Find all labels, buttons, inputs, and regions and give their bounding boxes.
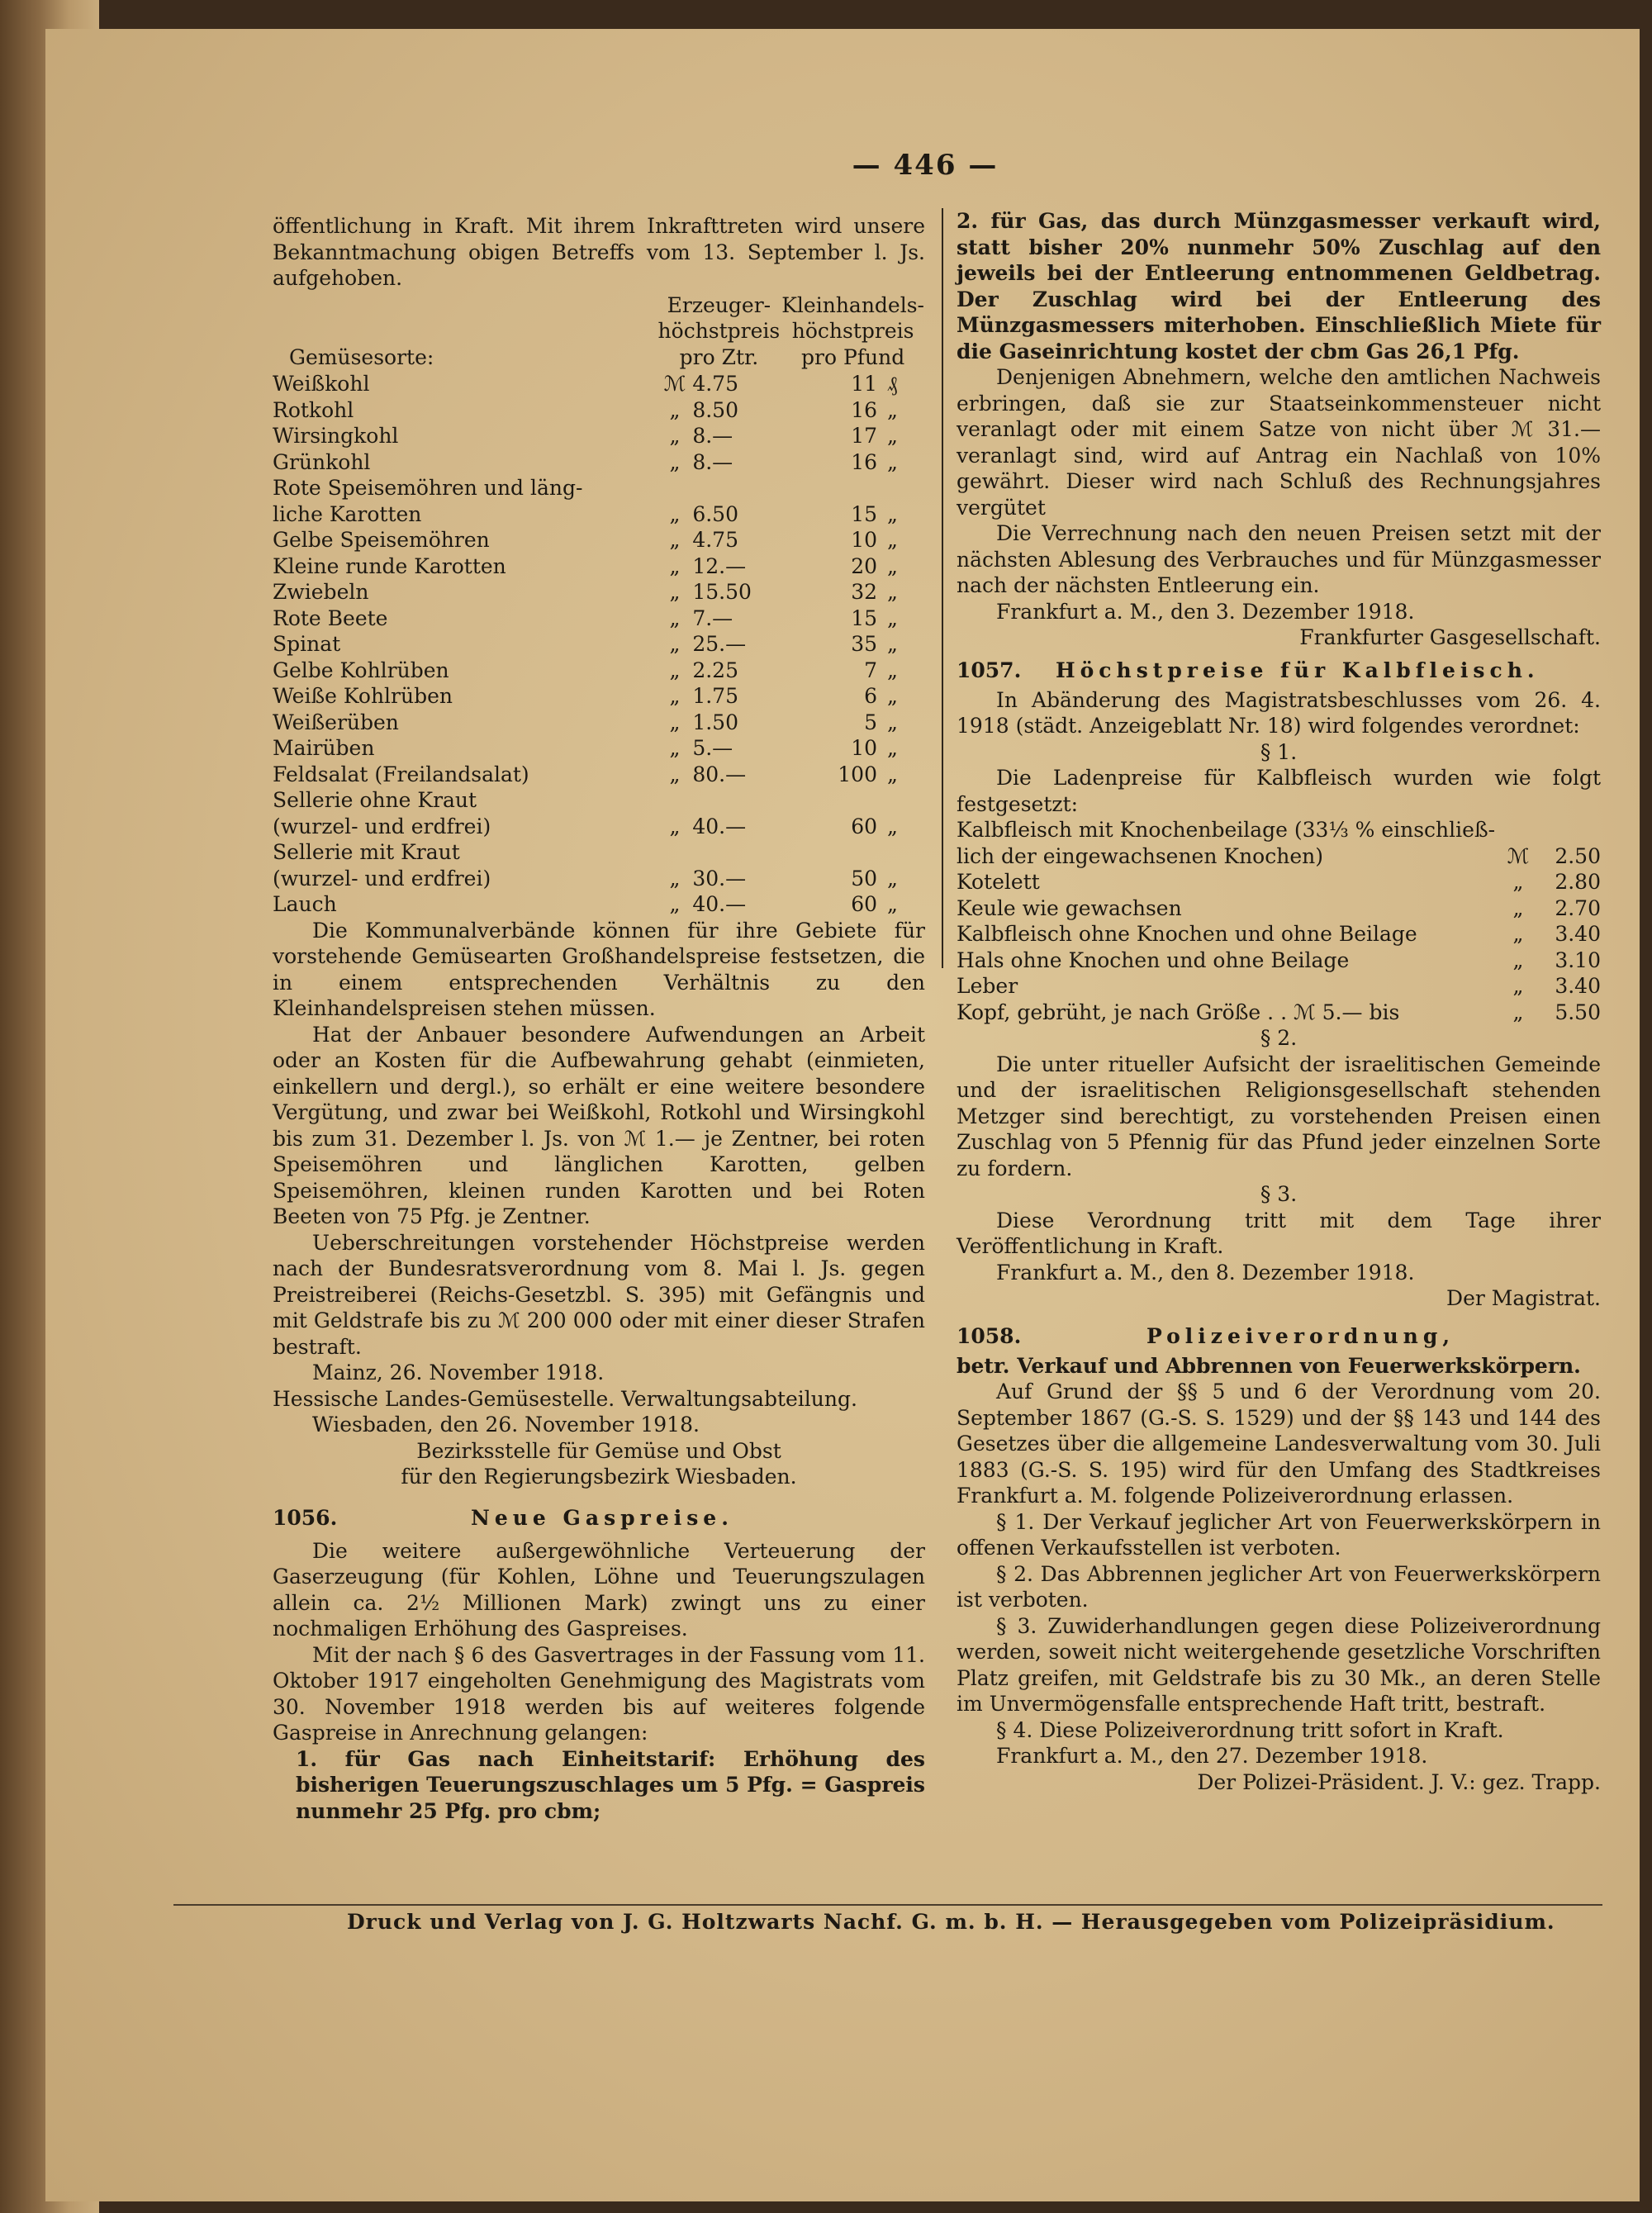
place-date-frankfurt-2: Frankfurt a. M., den 8. Dezember 1918.	[996, 1260, 1415, 1285]
org-magistrat: Der Magistrat.	[1446, 1286, 1601, 1310]
veal-price	[1535, 817, 1601, 843]
paragraph-sign-1: § 1.	[1260, 739, 1298, 764]
footer-rule	[173, 1904, 1602, 1906]
retail-price	[781, 839, 887, 866]
org-hessische: Hessische Landes-Gemüsestelle. Verwaltungsabteilung.	[273, 1386, 857, 1411]
table-row	[273, 787, 925, 814]
producer-unit: „	[669, 710, 681, 734]
paragraph-nachlass: Denjenigen Abnehmern, welche den amtlichen Nachweis erbringen, daß sie zur Staatseinkommensteuer nicht veranlagt oder mit einem Satze von nicht über ℳ 31.— veranlagt sind, wird auf Antrag ein Nachlaß von 10% gewährt. Dieser wird nach Schluß des Rechnungsjahres vergütet	[957, 365, 1601, 520]
vegetable-name: Rotkohl	[273, 397, 354, 422]
veal-item-name: Kotelett	[957, 870, 1040, 894]
veal-item-name: Leber	[957, 974, 1018, 998]
vegetable-name: Rote Speisemöhren und läng-	[273, 476, 583, 500]
producer-price: 7.—	[692, 605, 733, 630]
retail-unit: „	[887, 528, 898, 552]
section-title-1057: Höchstpreise für Kalbfleisch.	[1056, 658, 1540, 682]
producer-unit: „	[669, 553, 681, 578]
vegetable-name: Wirsingkohl	[273, 424, 399, 448]
veal-price: 3.40	[1555, 974, 1601, 998]
producer-price: 1.75	[692, 684, 738, 708]
retail-price: 11	[851, 372, 877, 396]
veal-item-name: Kopf, gebrüht, je nach Größe . . ℳ 5.— bis	[957, 1000, 1400, 1024]
retail-unit: „	[887, 658, 898, 682]
retail-unit: „	[887, 605, 898, 630]
veal-price: 3.40	[1555, 922, 1601, 946]
veal-item-name: Hals ohne Knochen und ohne Beilage	[957, 947, 1350, 972]
retail-price: 100	[838, 762, 877, 786]
vegetable-name: Mairüben	[273, 736, 375, 760]
table-row	[273, 683, 925, 710]
table-row	[957, 973, 1601, 1000]
retail-price: 16	[851, 397, 877, 422]
vegetable-name: Grünkohl	[273, 449, 371, 474]
veal-table-body	[957, 817, 1601, 1025]
org-gasgesellschaft: Frankfurter Gasgesellschaft.	[1299, 625, 1601, 649]
producer-unit: ℳ	[663, 372, 686, 396]
page-number: — 446 —	[852, 149, 999, 182]
veal-unit: „	[1512, 1000, 1524, 1024]
producer-price: 5.—	[692, 736, 733, 760]
veal-unit: ℳ	[1507, 843, 1530, 868]
paragraph-1058-a: Auf Grund der §§ 5 und 6 der Verordnung vom 20. September 1867 (G.-S. S. 1529) und der §§ 143 und 144 des Gesetzes über die allgemeine Landesverwaltung vom 30. Juli 1883 (G.-S. S. 195) wird für den Umfang des Stadtkreises Frankfurt a. M. folgende Polizeiverordnung erlassen.	[957, 1380, 1601, 1508]
paragraph-1058-b: § 1. Der Verkauf jeglicher Art von Feuerwerkskörpern in offenen Verkaufsstellen ist verboten.	[957, 1509, 1601, 1560]
vegetable-name: liche Karotten	[273, 501, 422, 526]
veal-unit	[1502, 817, 1535, 843]
col-header-producer: Erzeuger-höchstpreis pro Ztr.	[657, 292, 781, 369]
paragraph-anbauer: Hat der Anbauer besondere Aufwendungen an Arbeit oder an Kosten für die Aufbewahrung gehabt (einmieten, einkellern und dergl.), so erhält er eine weitere besondere Vergütung, und zwar bei Weißkohl, Rotkohl und Wirsingkohl bis zum 31. Dezember l. Js. von ℳ 1.— je Zentner, bei roten Speisemöhren und länglichen Karotten, gelben Speisemöhren, kleinen runden Karotten und bei Roten Beeten von 75 Pfg. je Zentner.	[273, 1022, 925, 1228]
producer-unit	[657, 839, 693, 866]
vegetable-name: Weißerüben	[273, 710, 399, 734]
veal-price: 5.50	[1555, 1000, 1601, 1024]
retail-price: 35	[851, 632, 877, 656]
retail-unit: „	[887, 710, 898, 734]
producer-price: 12.—	[692, 553, 747, 578]
table-row	[273, 501, 925, 528]
retail-price: 15	[851, 605, 877, 630]
vegetable-name: Zwiebeln	[273, 580, 369, 604]
retail-unit: „	[887, 866, 898, 890]
retail-unit: „	[887, 814, 898, 838]
retail-price: 50	[851, 866, 877, 890]
producer-unit: „	[669, 449, 681, 474]
retail-price: 60	[851, 892, 877, 916]
table-row	[273, 735, 925, 762]
retail-price: 15	[851, 501, 877, 526]
retail-unit: „	[887, 632, 898, 656]
paragraph-1057-b: Die Ladenpreise für Kalbfleisch wurden wie folgt festgesetzt:	[957, 766, 1601, 816]
producer-price: 8.—	[692, 424, 733, 448]
producer-price: 30.—	[692, 866, 747, 890]
retail-unit: ₰	[887, 372, 898, 396]
producer-price: 6.50	[692, 501, 738, 526]
veal-price: 2.80	[1555, 870, 1601, 894]
retail-unit: „	[887, 449, 898, 474]
producer-price: 25.—	[692, 632, 747, 656]
section-1057-header	[957, 658, 1601, 687]
table-header-row	[273, 292, 925, 372]
producer-unit: „	[669, 866, 681, 890]
retail-unit	[887, 787, 925, 814]
veal-item-name: lich der eingewachsenen Knochen)	[957, 843, 1323, 868]
retail-price: 10	[851, 736, 877, 760]
table-row	[957, 843, 1601, 870]
producer-price	[692, 475, 781, 501]
table-row	[273, 527, 925, 553]
paragraph-1057-d: Diese Verordnung tritt mit dem Tage ihrer Veröffentlichung in Kraft.	[957, 1208, 1601, 1258]
table-row	[273, 371, 925, 397]
producer-unit: „	[669, 892, 681, 916]
producer-price: 40.—	[692, 814, 747, 838]
producer-price	[692, 787, 781, 814]
producer-price	[692, 839, 781, 866]
retail-price: 7	[864, 658, 877, 682]
table-row	[957, 895, 1601, 922]
table-row	[957, 947, 1601, 974]
table-row	[273, 397, 925, 424]
producer-unit: „	[669, 684, 681, 708]
producer-unit: „	[669, 580, 681, 604]
table-row	[273, 762, 925, 788]
veal-unit: „	[1512, 870, 1524, 894]
section-title-1058: Polizeiverordnung,	[1146, 1323, 1455, 1348]
paragraph-sign-2: § 2.	[1260, 1026, 1298, 1050]
place-date-mainz: Mainz, 26. November 1918.	[312, 1361, 605, 1384]
vegetable-name: Spinat	[273, 632, 341, 656]
veal-unit: „	[1512, 895, 1524, 920]
veal-price: 3.10	[1555, 947, 1601, 972]
producer-unit: „	[669, 528, 681, 552]
vegetable-name: Lauch	[273, 892, 337, 916]
org-bezirksstelle-line2: für den Regierungsbezirk Wiesbaden.	[401, 1465, 797, 1489]
producer-unit	[657, 475, 693, 501]
section-number-1058: 1058.	[957, 1323, 1022, 1348]
table-row	[273, 605, 925, 632]
table-row	[957, 869, 1601, 895]
table-row	[273, 631, 925, 658]
vegetable-name: (wurzel- und erdfrei)	[273, 814, 491, 838]
vegetable-name: Kleine runde Karotten	[273, 553, 506, 578]
producer-price: 4.75	[692, 528, 738, 552]
section-number-1057: 1057.	[957, 658, 1022, 682]
vegetable-name: Feldsalat (Freilandsalat)	[273, 762, 529, 786]
paragraph-1056-c: 1. für Gas nach Einheitstarif: Erhöhung des bisherigen Teuerungszuschlages um 5 Pfg. = Gaspreis nunmehr 25 Pfg. pro cbm;	[296, 1746, 925, 1823]
veal-unit: „	[1512, 974, 1524, 998]
veal-unit: „	[1512, 922, 1524, 946]
retail-unit: „	[887, 762, 898, 786]
producer-price: 15.50	[692, 580, 752, 604]
retail-price	[781, 787, 887, 814]
retail-unit: „	[887, 501, 898, 526]
paragraph-sign-3: § 3.	[1260, 1182, 1298, 1206]
vegetable-name: Weißkohl	[273, 372, 370, 396]
producer-unit: „	[669, 736, 681, 760]
table-row	[273, 866, 925, 892]
section-subtitle-1058: betr. Verkauf und Abbrennen von Feuerwerkskörpern.	[957, 1353, 1581, 1378]
vegetable-table-body	[273, 371, 925, 918]
paragraph-verrechnung: Die Verrechnung nach den neuen Preisen setzt mit der nächsten Ablesung des Verbrauches und für Münzgasmesser nach der nächsten Entleerung ein.	[957, 521, 1601, 597]
producer-unit: „	[669, 605, 681, 630]
producer-unit	[657, 787, 693, 814]
section-1058-header	[957, 1323, 1601, 1353]
imprint-footer: Druck und Verlag von J. G. Holtzwarts Nachf. G. m. b. H. — Herausgegeben vom Polizeipräsidium.	[347, 1910, 1555, 1934]
table-row	[273, 553, 925, 580]
producer-unit: „	[669, 814, 681, 838]
vegetable-name: Gelbe Speisemöhren	[273, 528, 490, 552]
retail-price: 10	[851, 528, 877, 552]
section-1056-header	[273, 1505, 925, 1538]
paragraph-1058-e: § 4. Diese Polizeiverordnung tritt sofort in Kraft.	[996, 1717, 1504, 1742]
retail-price: 17	[851, 424, 877, 448]
paragraph-gas-muenz: 2. für Gas, das durch Münzgasmesser verkauft wird, statt bisher 20% nunmehr 50% Zuschlag auf den jeweils bei der Entleerung entnommenen Geldbetrag. Der Zuschlag wird bei der Entleerung des Münzgasmessers miterhoben. Einschließlich Miete für die Gaseinrichtung kostet der cbm Gas 26,1 Pfg.	[957, 209, 1601, 363]
retail-price	[781, 475, 887, 501]
retail-unit: „	[887, 892, 898, 916]
table-row	[957, 1000, 1601, 1026]
vegetable-name: Rote Beete	[273, 605, 388, 630]
table-row	[273, 839, 925, 866]
producer-price: 40.—	[692, 892, 747, 916]
paragraph-1056-a: Die weitere außergewöhnliche Verteuerung der Gaserzeugung (für Kohlen, Löhne und Teuerungszulagen allein ca. 2½ Millionen Mark) zwingt uns zu einer nochmaligen Erhöhung des Gaspreises.	[273, 1538, 925, 1641]
vegetable-name: Sellerie mit Kraut	[273, 840, 460, 864]
retail-unit: „	[887, 684, 898, 708]
vegetable-name: Sellerie ohne Kraut	[273, 788, 477, 812]
paragraph-1057-c: Die unter ritueller Aufsicht der israelitischen Gemeinde und der israelitischen Religionsgesellschaft stehenden Metzger sind berechtigt, zu vorstehenden Preisen einen Zuschlag von 5 Pfennig für das Pfund jeder einzelnen Sorte zu fordern.	[957, 1052, 1601, 1180]
table-row	[273, 658, 925, 684]
vegetable-name: Weiße Kohlrüben	[273, 684, 453, 708]
intro-paragraph: öffentlichung in Kraft. Mit ihrem Inkrafttreten wird unsere Bekanntmachung obigen Betreffs vom 13. September l. Js. aufgehoben.	[273, 214, 925, 290]
place-date-frankfurt-1: Frankfurt a. M., den 3. Dezember 1918.	[996, 599, 1415, 624]
producer-unit: „	[669, 501, 681, 526]
right-column	[957, 208, 1601, 1795]
vegetable-price-table	[273, 292, 925, 918]
producer-unit: „	[669, 658, 681, 682]
vegetable-name: (wurzel- und erdfrei)	[273, 866, 491, 890]
veal-price-table	[957, 817, 1601, 1025]
retail-unit: „	[887, 553, 898, 578]
left-column	[273, 213, 925, 1824]
veal-item-name: Keule wie gewachsen	[957, 895, 1182, 920]
veal-unit: „	[1512, 947, 1524, 972]
veal-item-name: Kalbfleisch ohne Knochen und ohne Beilage	[957, 922, 1417, 946]
paragraph-1057-a: In Abänderung des Magistratsbeschlusses vom 26. 4. 1918 (städt. Anzeigeblatt Nr. 18) wird folgendes verordnet:	[957, 687, 1601, 738]
paragraph-kommunalverbaende: Die Kommunalverbände können für ihre Gebiete für vorstehende Gemüsearten Großhandelspreise festsetzen, die in einem entsprechenden Verhältnis zu den Kleinhandelspreisen stehen müssen.	[273, 918, 925, 1020]
place-date-frankfurt-3: Frankfurt a. M., den 27. Dezember 1918.	[996, 1744, 1428, 1768]
column-divider	[942, 208, 943, 968]
paragraph-ueberschreitungen: Ueberschreitungen vorstehender Höchstpreise werden nach der Bundesratsverordnung vom 8. Mai l. Js. gegen Preistreiberei (Reichs-Gesetzbl. S. 395) mit Gefängnis und mit Geldstrafe bis zu ℳ 200 000 oder mit einer dieser Strafen bestraft.	[273, 1230, 925, 1359]
place-date-wiesbaden: Wiesbaden, den 26. November 1918.	[312, 1413, 700, 1437]
table-row	[273, 891, 925, 918]
table-row	[273, 423, 925, 449]
paragraph-1058-c: § 2. Das Abbrennen jeglicher Art von Feuerwerkskörpern ist verboten.	[957, 1561, 1601, 1612]
table-row	[273, 710, 925, 736]
retail-unit: „	[887, 397, 898, 422]
col-header-name: Gemüsesorte:	[289, 344, 434, 369]
vegetable-name: Gelbe Kohlrüben	[273, 658, 449, 682]
section-title-1056: Neue Gaspreise.	[471, 1505, 733, 1530]
producer-unit: „	[669, 632, 681, 656]
producer-price: 4.75	[692, 372, 738, 396]
table-row	[273, 814, 925, 840]
retail-price: 20	[851, 553, 877, 578]
retail-price: 16	[851, 449, 877, 474]
retail-price: 60	[851, 814, 877, 838]
producer-price: 8.50	[692, 397, 738, 422]
producer-unit: „	[669, 424, 681, 448]
veal-price: 2.70	[1555, 895, 1601, 920]
retail-unit	[887, 839, 925, 866]
col-header-retail: Kleinhandels-höchstpreis pro Pfund	[781, 292, 924, 369]
producer-price: 80.—	[692, 762, 747, 786]
producer-price: 8.—	[692, 449, 733, 474]
retail-price: 32	[851, 580, 877, 604]
org-bezirksstelle-line1: Bezirksstelle für Gemüse und Obst	[416, 1438, 781, 1463]
table-row	[273, 579, 925, 605]
producer-price: 2.25	[692, 658, 738, 682]
table-row	[957, 817, 1601, 843]
section-number-1056: 1056.	[273, 1505, 338, 1530]
retail-unit	[887, 475, 925, 501]
paragraph-1058-d: § 3. Zuwiderhandlungen gegen diese Polizeiverordnung werden, soweit nicht weitergehende gesetzliche Vorschriften Platz greifen, mit Geldstrafe bis zu 30 Mk., an deren Stelle im Unvermögensfalle entsprechende Haft tritt, bestraft.	[957, 1613, 1601, 1716]
retail-unit: „	[887, 580, 898, 604]
retail-price: 6	[864, 684, 877, 708]
veal-item-name: Kalbfleisch mit Knochenbeilage (33⅓ % einschließ-	[957, 818, 1496, 842]
table-row	[957, 921, 1601, 947]
org-polizei-praesident: Der Polizei-Präsident. J. V.: gez. Trapp.	[1197, 1769, 1601, 1794]
producer-price: 1.50	[692, 710, 738, 734]
veal-price: 2.50	[1555, 843, 1601, 868]
table-row	[273, 475, 925, 501]
paragraph-1056-b: Mit der nach § 6 des Gasvertrages in der Fassung vom 11. Oktober 1917 eingeholten Genehmigung des Magistrats vom 30. November 1918 werden bis auf weiteres folgende Gaspreise in Anrechnung gelangen:	[273, 1642, 925, 1745]
retail-unit: „	[887, 736, 898, 760]
producer-unit: „	[669, 397, 681, 422]
producer-unit: „	[669, 762, 681, 786]
retail-unit: „	[887, 424, 898, 448]
retail-price: 5	[864, 710, 877, 734]
table-row	[273, 449, 925, 476]
